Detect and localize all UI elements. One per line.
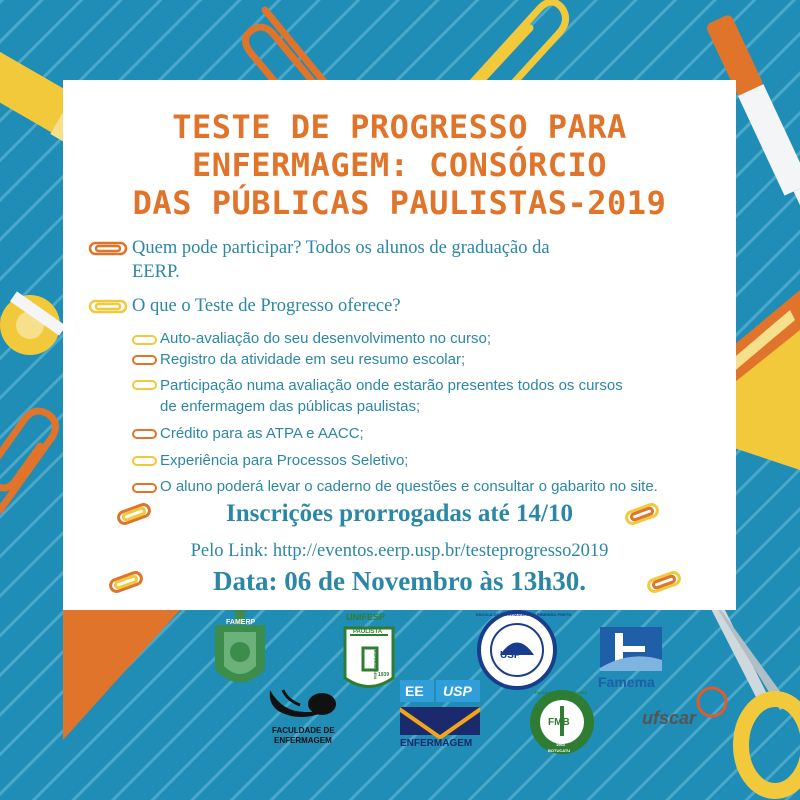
usp-label: USP — [443, 683, 472, 699]
famerp-label: FAMERP — [226, 619, 256, 626]
unifesp-label: UNIFESP — [346, 612, 386, 622]
list-item: Auto-avaliação do seu desenvolvimento no curso; — [160, 330, 492, 347]
faculdade-label-1: FACULDADE DE — [272, 726, 335, 735]
ufscar-label: ufscar — [642, 708, 697, 728]
eerp-center-label: USP — [500, 650, 521, 661]
ee-label: EE — [405, 683, 424, 699]
unifesp-year: 1939 — [378, 672, 390, 678]
fmb-label: FMB — [548, 717, 570, 728]
list-item: de enfermagem das públicas paulistas; — [160, 398, 421, 415]
list-item: Participação numa avaliação onde estarão presentes todos os cursos — [160, 377, 623, 394]
registration-link[interactable]: Pelo Link: http://eventos.eerp.usp.br/testeprogresso2019 — [190, 541, 609, 561]
page-title-line2: ENFERMAGEM: CONSÓRCIO — [191, 146, 608, 184]
question-offer: O que o Teste de Progresso oferece? — [132, 296, 401, 316]
list-item: Crédito para as ATPA e AACC; — [160, 425, 364, 442]
list-item: Registro da atividade em seu resumo escolar; — [160, 351, 466, 368]
eerp-ring-label: ESCOLA DE ENFERMAGEM DE RIBEIRÃO PRETO — [476, 612, 572, 617]
famema-logo — [600, 627, 662, 671]
question-who-cont: EERP. — [132, 262, 180, 282]
faculdade-label-2: ENFERMAGEM — [274, 736, 332, 745]
faculdade-enfermagem-logo — [270, 690, 336, 717]
enfermagem-label: ENFERMAGEM — [400, 738, 473, 749]
fmb-year: 1963 — [556, 742, 565, 747]
page-title-line3: DAS PÚBLICAS PAULISTAS-2019 — [132, 184, 667, 222]
question-who: Quem pode participar? Todos os alunos de graduação da — [132, 238, 550, 258]
unifesp-side-label: ENFERMAGEM — [373, 650, 378, 679]
fmb-city: BOTUCATU — [548, 748, 571, 753]
fmb-ring-label: FACULDADE DE MEDICINA — [535, 690, 588, 695]
list-item: Experiência para Processos Seletivo; — [160, 452, 409, 469]
ufscar-logo — [698, 688, 726, 716]
registration-deadline: Inscrições prorrogadas até 14/10 — [226, 500, 573, 527]
unifesp-sublabel: PAULISTA — [353, 629, 383, 635]
page-title-line1: TESTE DE PROGRESSO PARA — [172, 108, 627, 146]
famema-label: Famema — [598, 674, 655, 690]
list-item: O aluno poderá levar o caderno de questões e consultar o gabarito no site. — [160, 478, 658, 495]
event-date: Data: 06 de Novembro às 13h30. — [213, 566, 586, 596]
